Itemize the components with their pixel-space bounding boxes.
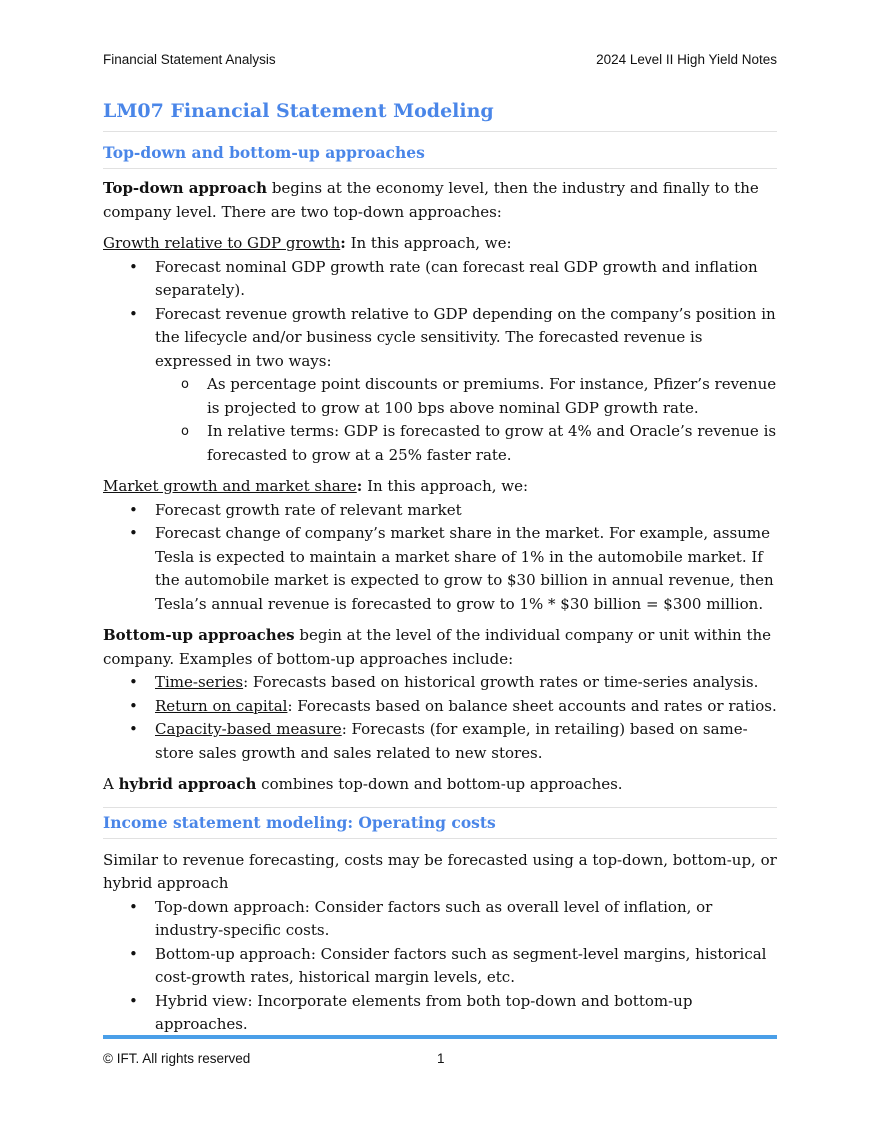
paragraph-growth-gdp: Growth relative to GDP growth: In this approach, we:: [103, 234, 512, 252]
growth-gdp-sublist: [155, 373, 777, 467]
header-right-text: 2024 Level II High Yield Notes: [596, 52, 777, 67]
growth-gdp-list: [103, 256, 777, 468]
list-item: • Top-down approach: Consider factors such as overall level of inflation, or industry-specific costs.: [103, 896, 777, 943]
list-item: • Forecast growth rate of relevant market: [103, 499, 777, 523]
list-item: • Bottom-up approach: Consider factors such as segment-level margins, historical cost-growth rates, historical margin levels, etc.: [103, 943, 777, 990]
bottom-up-list: [103, 671, 777, 765]
list-item: • Hybrid view: Incorporate elements from both top-down and bottom-up approaches.: [103, 990, 777, 1037]
paragraph-top-down: Top-down approach begins at the economy level, then the industry and finally to the company level. There are two top-down approaches:: [103, 179, 759, 221]
sub-list-item: o As percentage point discounts or premiums. For instance, Pfizer’s revenue is projected to grow at 100 bps above nominal GDP growth rate.: [155, 373, 777, 420]
page-title: LM07 Financial Statement Modeling: [103, 100, 777, 132]
market-share-list: [103, 499, 777, 617]
list-item: • Forecast change of company’s market share in the market. For example, assume Tesla is expected to maintain a market share of 1% in the automobile market. If the automobile market is expected to grow to $30 billion in annual revenue, then Tesla’s annual revenue is forecasted to grow to 1% * $30 billion = $300 million.: [103, 522, 777, 616]
page-header: [103, 52, 777, 67]
operating-costs-list: [103, 896, 777, 1037]
header-left-text: Financial Statement Analysis: [103, 52, 276, 67]
term-top-down: Top-down approach: [103, 179, 268, 197]
page-content: [103, 100, 777, 1037]
term-growth-gdp: Growth relative to GDP growth: [103, 234, 341, 252]
list-item: • Forecast nominal GDP growth rate (can forecast real GDP growth and inflation separately).: [103, 256, 777, 303]
paragraph-market-share: Market growth and market share: In this approach, we:: [103, 477, 529, 495]
list-item: • Return on capital: Forecasts based on balance sheet accounts and rates or ratios.: [103, 695, 777, 719]
paragraph-costs-intro: Similar to revenue forecasting, costs may be forecasted using a top-down, bottom-up, or hybrid approach: [103, 850, 777, 892]
term-market-share: Market growth and market share: [103, 477, 357, 495]
term-bottom-up: Bottom-up approaches: [103, 626, 295, 644]
footer-divider: [103, 1035, 777, 1039]
paragraph-bottom-up: Bottom-up approaches begin at the level of the individual company or unit within the company. Examples of bottom-up approaches include:: [103, 626, 772, 668]
term-hybrid: hybrid approach: [118, 775, 257, 793]
list-item: • Forecast revenue growth relative to GDP depending on the company’s position in the lifecycle and/or business cycle sensitivity. The forecasted revenue is expressed in two ways: o As percentage point discounts or premiums. For instance, Pfizer’s revenue is projected to grow at 100 bps above nominal GDP growth rate. o In relative terms: GDP is forecasted to grow at 4% and Oracle’s revenue is forecasted to grow at a 25% faster rate.: [103, 303, 777, 468]
page-number: 1: [437, 1051, 445, 1066]
section-heading-operating-costs: Income statement modeling: Operating costs: [103, 807, 777, 839]
section-heading-approaches: Top-down and bottom-up approaches: [103, 138, 777, 169]
sub-list-item: o In relative terms: GDP is forecasted to grow at 4% and Oracle’s revenue is forecasted to grow at a 25% faster rate.: [155, 420, 777, 467]
list-item: • Capacity-based measure: Forecasts (for example, in retailing) based on same-store sales growth and sales related to new stores.: [103, 718, 777, 765]
list-item: • Time-series: Forecasts based on historical growth rates or time-series analysis.: [103, 671, 777, 695]
paragraph-hybrid: A hybrid approach combines top-down and bottom-up approaches.: [103, 775, 623, 793]
footer-copyright: © IFT. All rights reserved: [103, 1051, 251, 1066]
